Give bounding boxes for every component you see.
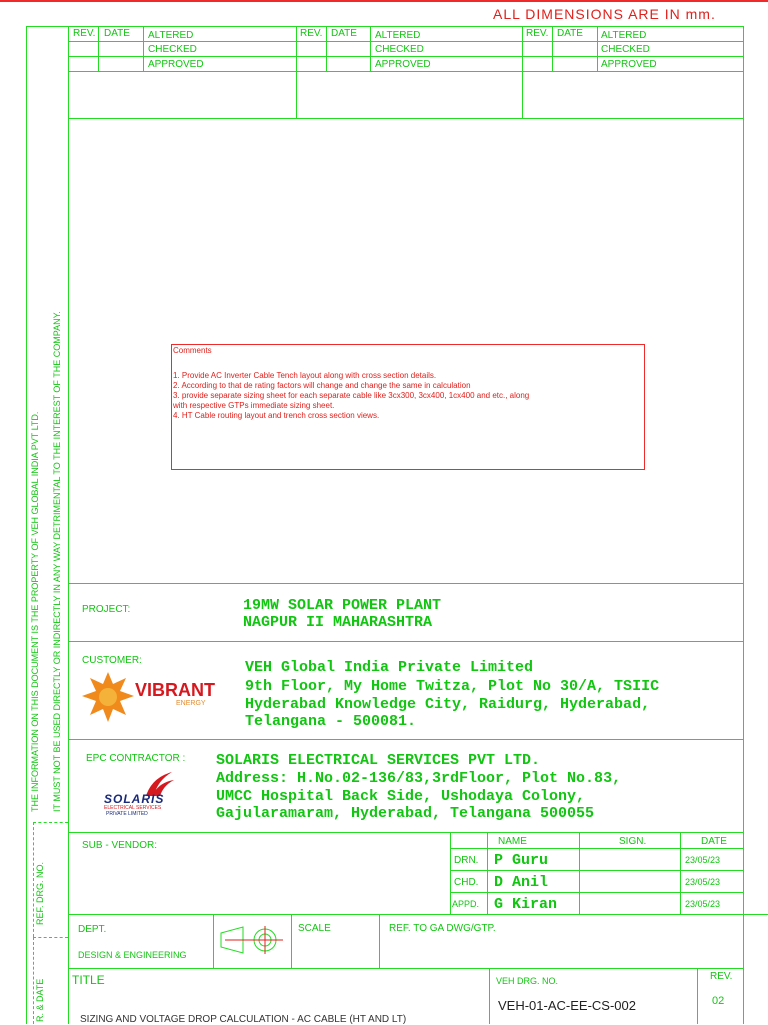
signoff-date: 23/05/23 <box>685 855 721 865</box>
solaris-logo-sub1: ELECTRICAL SERVICES <box>104 805 162 811</box>
customer-label: CUSTOMER: <box>82 655 142 666</box>
vibrant-logo-text: VIBRANT <box>135 680 215 700</box>
top-border <box>0 0 768 2</box>
inner-left <box>68 26 69 1024</box>
sign-header: SIGN. <box>619 836 647 847</box>
checked-label: CHECKED <box>601 44 650 55</box>
project-name: 19MW SOLAR POWER PLANT <box>243 597 442 614</box>
date-header: DATE <box>701 836 727 847</box>
approved-label: APPROVED <box>375 59 431 70</box>
solaris-logo-text: SOLARIS <box>104 792 165 806</box>
vibrant-logo-sub: ENERGY <box>176 700 206 707</box>
solaris-logo-sub2: PRIVATE LIMITED <box>106 811 148 817</box>
side-dash-1 <box>33 822 68 823</box>
epc-address-1: Address: H.No.02-136/83,3rdFloor, Plot No.83, <box>216 770 622 787</box>
comment-item: with respective GTPs immediate sizing sheet. <box>173 401 335 410</box>
signoff-name: P Guru <box>494 852 549 869</box>
altered-label: ALTERED <box>375 30 421 41</box>
frame-top <box>26 26 744 27</box>
date-label: DATE <box>557 28 583 39</box>
projection-symbol-icon <box>219 925 285 955</box>
dept-value: DESIGN & ENGINEERING <box>78 950 187 960</box>
epc-address-2: UMCC Hospital Back Side, Ushodaya Colony, <box>216 788 586 805</box>
drawing-title: SIZING AND VOLTAGE DROP CALCULATION - AC CABLE (HT AND LT) <box>80 1014 407 1025</box>
side-dash-3 <box>33 937 68 938</box>
project-label: PROJECT: <box>82 604 131 615</box>
frame-right <box>743 26 744 1024</box>
signoff-name: G Kiran <box>494 896 558 913</box>
comment-item: 1. Provide AC Inverter Cable Tench layout along with cross section details. <box>173 371 437 380</box>
dept-label: DEPT. <box>78 924 107 935</box>
signoff-date: 23/05/23 <box>685 877 721 887</box>
drawing-number: VEH-01-AC-EE-CS-002 <box>498 998 636 1013</box>
side-dash-2 <box>33 822 34 937</box>
epc-address-3: Gajularamaram, Hyderabad, Telangana 500055 <box>216 805 595 822</box>
rev-no-label: REV. <box>710 971 733 982</box>
project-location: NAGPUR II MAHARASHTRA <box>243 614 433 631</box>
checked-label: CHECKED <box>148 44 197 55</box>
drg-no-label: VEH DRG. NO. <box>496 976 559 986</box>
comment-item: 4. HT Cable routing layout and trench cross section views. <box>173 411 380 420</box>
rev-no-value: 02 <box>712 995 725 1007</box>
scale-label: SCALE <box>298 923 331 934</box>
vibrant-star-icon <box>80 670 136 724</box>
dimensions-note: ALL DIMENSIONS ARE IN mm. <box>493 6 716 22</box>
checked-label: CHECKED <box>375 44 424 55</box>
comment-item: 2. According to that de rating factors will change and change the same in calculation <box>173 381 471 390</box>
side-dash-4 <box>33 937 34 1024</box>
date-label: DATE <box>331 28 357 39</box>
rev-label: REV. <box>73 28 96 39</box>
signoff-role: CHD. <box>454 877 479 888</box>
side-ref-drg: REF. DRG. NO. <box>35 861 45 925</box>
epc-label: EPC CONTRACTOR : <box>86 753 186 764</box>
name-header: NAME <box>498 836 527 847</box>
signoff-name: D Anil <box>494 874 549 891</box>
approved-label: APPROVED <box>148 59 204 70</box>
ref-ga-label: REF. TO GA DWG/GTP. <box>389 923 496 934</box>
rev-label: REV. <box>526 28 549 39</box>
comments-box <box>171 344 645 470</box>
side-note-property: THE INFORMATION ON THIS DOCUMENT IS THE PROPERTY OF VEH GLOBAL INDIA PVT LTD. <box>30 411 40 812</box>
altered-label: ALTERED <box>148 30 194 41</box>
sub-vendor-label: SUB - VENDOR: <box>82 840 158 851</box>
customer-address-2: Hyderabad Knowledge City, Raidurg, Hyderabad, <box>245 696 651 713</box>
date-label: DATE <box>104 28 130 39</box>
altered-label: ALTERED <box>601 30 647 41</box>
vibrant-logo <box>80 670 220 724</box>
approved-label: APPROVED <box>601 59 657 70</box>
solaris-logo <box>100 768 180 824</box>
customer-address-3: Telangana - 500081. <box>245 713 417 730</box>
epc-company: SOLARIS ELECTRICAL SERVICES PVT LTD. <box>216 752 541 769</box>
comments-title: Comments <box>173 346 212 355</box>
side-note-usage: IT MUST NOT BE USED DIRECTLY OR INDIRECTLY IN ANY WAY DETRIMENTAL TO THE INTEREST OF THE COMPANY. <box>52 311 62 812</box>
title-label: TITLE <box>72 973 105 987</box>
customer-name: VEH Global India Private Limited <box>245 659 534 676</box>
rev-label: REV. <box>300 28 323 39</box>
signoff-role: DRN. <box>454 855 479 866</box>
signoff-date: 23/05/23 <box>685 899 721 909</box>
comment-item: 3. provide separate sizing sheet for each separate cable like 3cx300, 3cx400, 1cx400 and etc., along <box>173 391 530 400</box>
side-date-label: R. & DATE <box>35 978 45 1022</box>
frame-left <box>26 26 27 1024</box>
customer-address-1: 9th Floor, My Home Twitza, Plot No 30/A, TSIIC <box>245 678 660 695</box>
signoff-role: APPD. <box>452 899 480 909</box>
